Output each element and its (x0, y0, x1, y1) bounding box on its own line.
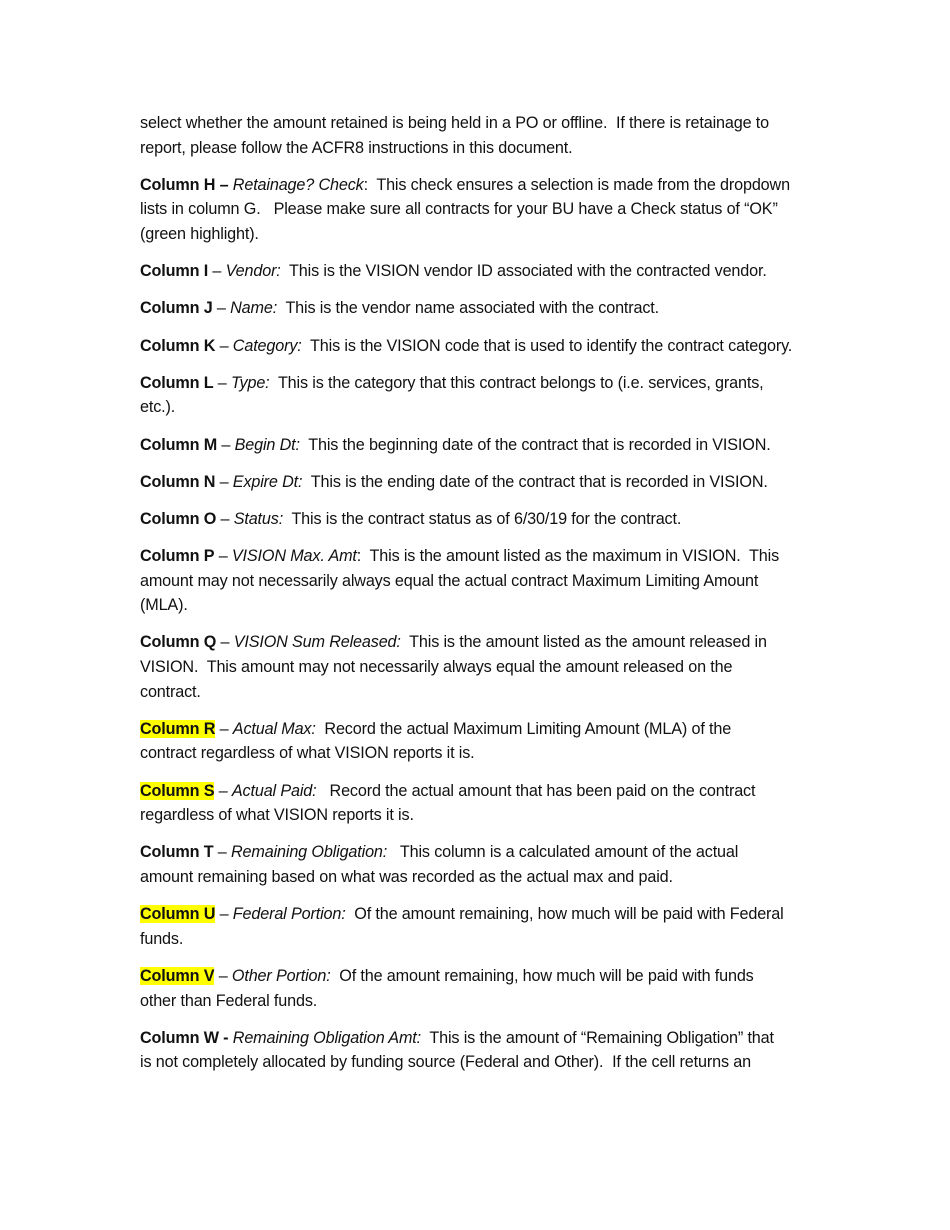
paragraph (140, 296, 860, 321)
separator: – (215, 719, 233, 738)
column-label: Column L (140, 373, 214, 392)
body-text: regardless of what VISION reports it is. (140, 806, 414, 825)
text-line (140, 136, 860, 161)
column-term: VISION Sum Released: (233, 633, 401, 652)
text-line (140, 111, 860, 136)
column-label: Column P (140, 547, 215, 566)
highlighted-column-label: Column U (140, 905, 216, 924)
column-label: Column O (140, 509, 217, 528)
text-line (140, 989, 860, 1014)
text-line (140, 296, 860, 321)
separator: – (213, 843, 231, 862)
paragraph (140, 111, 860, 160)
text-line (140, 964, 860, 989)
body-text: lists in column G. Please make sure all contracts for your BU have a Check status of “OK” (140, 200, 778, 219)
body-text: other than Federal funds. (140, 991, 318, 1010)
column-term: Expire Dt: (232, 472, 303, 491)
paragraph (140, 470, 860, 495)
paragraph (140, 507, 860, 532)
body-text: This column is a calculated amount of the actual (387, 843, 739, 862)
text-line (140, 680, 860, 705)
text-line (140, 544, 860, 569)
body-text: This is the VISION vendor ID associated with the contracted vendor. (280, 262, 767, 281)
separator: – (215, 472, 233, 491)
highlighted-column-label: Column V (140, 966, 215, 985)
separator: – (216, 633, 234, 652)
highlighted-column-label: Column R (140, 719, 216, 738)
separator: – (216, 509, 234, 528)
paragraph (140, 902, 860, 951)
text-line (140, 173, 860, 198)
paragraph (140, 259, 860, 284)
body-text: This is the ending date of the contract that is recorded in VISION. (302, 472, 768, 491)
body-text: This is the vendor name associated with the contract. (277, 299, 659, 318)
separator: – (213, 373, 231, 392)
column-term: Name: (230, 299, 278, 318)
text-line (140, 840, 860, 865)
separator: – (215, 336, 233, 355)
column-label: Column Q (140, 633, 217, 652)
paragraph (140, 779, 860, 828)
highlighted-column-label: Column S (140, 781, 215, 800)
document-page (140, 111, 860, 1088)
body-text: VISION. This amount may not necessarily always equal the amount released on the (140, 658, 733, 677)
column-label: Column I (140, 262, 209, 281)
column-label: Column M (140, 435, 218, 454)
separator: – (215, 905, 233, 924)
text-line (140, 717, 860, 742)
body-text: : This is the amount listed as the maximum in VISION. This (356, 547, 780, 566)
column-label: Column K (140, 336, 216, 355)
text-line (140, 259, 860, 284)
paragraph (140, 544, 860, 618)
body-text: : This check ensures a selection is made from the dropdown (363, 175, 790, 194)
body-text: funds. (140, 929, 184, 948)
body-text: contract. (140, 682, 201, 701)
separator: – (212, 299, 231, 318)
body-text: This is the amount of “Remaining Obligation” that (420, 1028, 774, 1047)
paragraph (140, 173, 860, 247)
text-line (140, 779, 860, 804)
column-term: Actual Max: (232, 719, 316, 738)
column-label: Column T (140, 843, 214, 862)
column-term: Federal Portion: (232, 905, 346, 924)
text-line (140, 197, 860, 222)
body-text: Of the amount remaining, how much will be paid with Federal (345, 905, 784, 924)
text-line (140, 865, 860, 890)
body-text: is not completely allocated by funding source (Federal and Other). If the cell returns an (140, 1053, 751, 1072)
text-line (140, 395, 860, 420)
paragraph (140, 840, 860, 889)
separator: – (214, 781, 232, 800)
text-line (140, 803, 860, 828)
body-text: This is the contract status as of 6/30/19 for the contract. (283, 509, 682, 528)
text-line (140, 655, 860, 680)
paragraph (140, 717, 860, 766)
paragraph (140, 433, 860, 458)
separator: – (208, 262, 226, 281)
column-label: Column J (140, 299, 213, 318)
body-text: amount remaining based on what was recorded as the actual max and paid. (140, 867, 673, 886)
column-term: Remaining Obligation Amt: (232, 1028, 421, 1047)
paragraph (140, 371, 860, 420)
body-text: Record the actual Maximum Limiting Amount (MLA) of the (315, 719, 732, 738)
column-term: Category: (232, 336, 302, 355)
text-line (140, 470, 860, 495)
column-term: Actual Paid: (231, 781, 317, 800)
body-text: Of the amount remaining, how much will be paid with funds (330, 966, 754, 985)
body-text: (MLA). (140, 596, 188, 615)
text-line (140, 1050, 860, 1075)
body-text: etc.). (140, 398, 176, 417)
body-text: report, please follow the ACFR8 instructions in this document. (140, 138, 573, 157)
column-label: Column N (140, 472, 216, 491)
text-line (140, 507, 860, 532)
column-term: VISION Max. Amt (231, 547, 357, 566)
column-term: Status: (233, 509, 284, 528)
text-line (140, 371, 860, 396)
paragraph (140, 334, 860, 359)
body-text: select whether the amount retained is being held in a PO or offline. If there is retainage to (140, 114, 769, 132)
paragraph (140, 1026, 860, 1075)
column-label: Column H – (140, 175, 229, 194)
text-line (140, 927, 860, 952)
text-line (140, 334, 860, 359)
text-line (140, 593, 860, 618)
column-term: Type: (231, 373, 270, 392)
separator: – (214, 966, 232, 985)
body-text: Record the actual amount that has been paid on the contract (316, 781, 756, 800)
text-line (140, 902, 860, 927)
body-text: (green highlight). (140, 224, 259, 243)
paragraph (140, 964, 860, 1013)
body-text: This is the VISION code that is used to identify the contract category. (301, 336, 793, 355)
column-term: Vendor: (225, 262, 281, 281)
column-term: Other Portion: (231, 966, 331, 985)
body-text: This the beginning date of the contract that is recorded in VISION. (299, 435, 771, 454)
column-term: Remaining Obligation: (231, 843, 388, 862)
text-line (140, 1026, 860, 1051)
text-line (140, 569, 860, 594)
column-label: Column W - (140, 1028, 229, 1047)
text-line (140, 222, 860, 247)
column-term: Begin Dt: (234, 435, 300, 454)
body-text: contract regardless of what VISION reports it is. (140, 744, 475, 763)
text-line (140, 630, 860, 655)
separator: – (217, 435, 235, 454)
text-line (140, 741, 860, 766)
separator: – (214, 547, 232, 566)
body-text: This is the amount listed as the amount released in (400, 633, 767, 652)
body-text: amount may not necessarily always equal the actual contract Maximum Limiting Amount (140, 571, 759, 590)
text-line (140, 433, 860, 458)
body-text: This is the category that this contract belongs to (i.e. services, grants, (269, 373, 764, 392)
paragraph (140, 630, 860, 704)
column-term: Retainage? Check (232, 175, 364, 194)
